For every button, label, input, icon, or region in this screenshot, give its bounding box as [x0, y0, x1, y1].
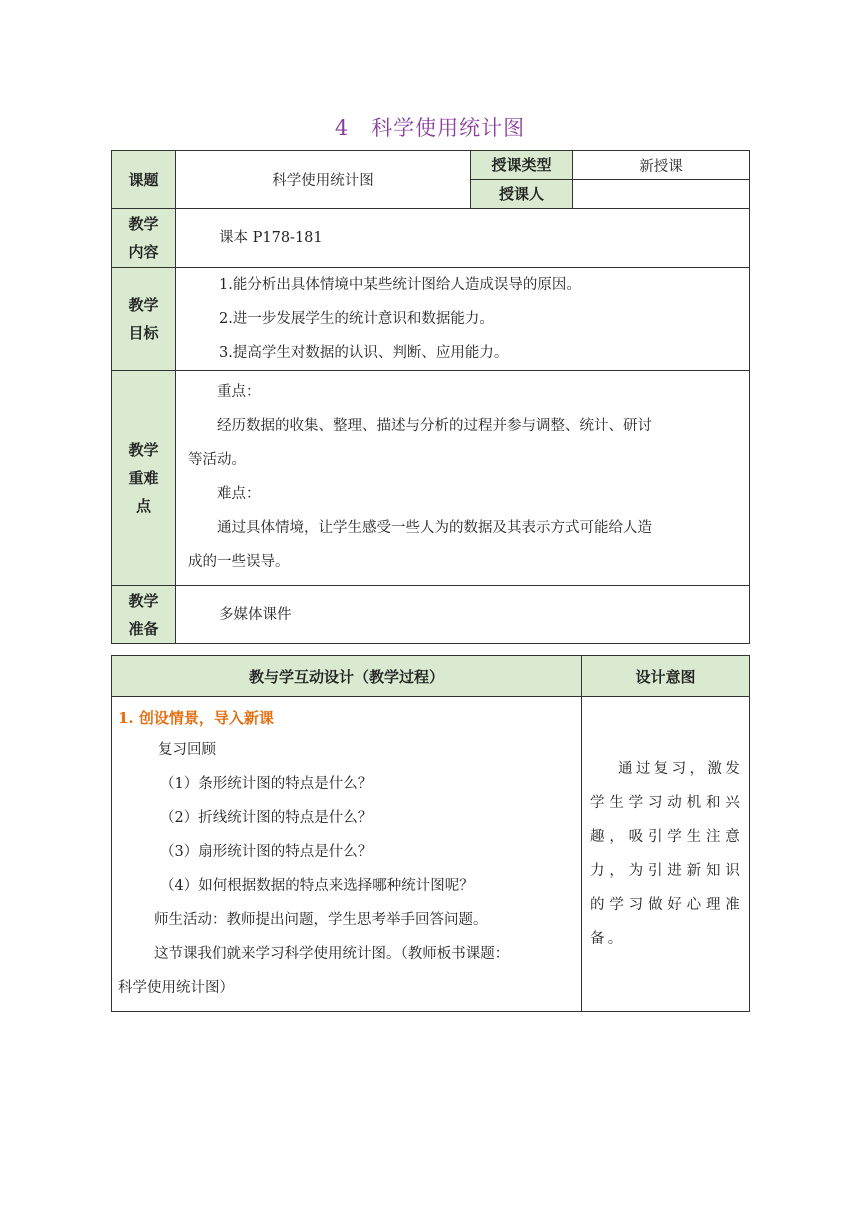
key-points-cell	[176, 371, 750, 586]
lesson-info-table	[111, 150, 750, 644]
title-text: 科学使用统计图	[371, 116, 526, 140]
section-title: 1. 创设情景，导入新课	[118, 709, 274, 727]
teacher-value	[573, 180, 750, 209]
key-points-label: 教学重难点	[112, 371, 176, 586]
goal-item: 2.进一步发展学生的统计意识和数据能力。	[219, 311, 494, 327]
lesson-type-value: 新授课	[573, 151, 750, 180]
title-number: 4	[334, 116, 350, 140]
process-column-header: 教与学互动设计（教学过程）	[112, 656, 582, 697]
goals-label: 教学目标	[112, 268, 176, 371]
lesson-type-label: 授课类型	[471, 151, 573, 180]
question-item: （2）折线统计图的特点是什么？	[160, 810, 373, 826]
activity-text: 师生活动：教师提出问题，学生思考举手回答问题。	[154, 912, 488, 928]
difficulty-text: 通过具体情境，让学生感受一些人为的数据及其表示方式可能给人造	[217, 520, 652, 536]
process-cell	[112, 697, 582, 1012]
intent-text: 通过复习，激发学生学习动机和兴趣，吸引学生注意力，为引进新知识的学习做好心理准备。	[590, 761, 743, 947]
prep-label: 教学准备	[112, 586, 176, 644]
goal-item: 1.能分析出具体情境中某些统计图给人造成误导的原因。	[219, 277, 581, 293]
key-heading: 重点：	[217, 384, 261, 400]
topic-label: 课题	[112, 151, 176, 209]
teacher-label: 授课人	[471, 180, 573, 209]
goal-item: 3.提高学生对数据的认识、判断、应用能力。	[219, 345, 509, 361]
question-item: （4）如何根据数据的特点来选择哪种统计图呢？	[160, 878, 474, 894]
key-text: 经历数据的收集、整理、描述与分析的过程并参与调整、统计、研讨	[217, 418, 652, 434]
prep-value: 多媒体课件	[219, 606, 292, 623]
content-cell	[176, 209, 750, 268]
intro-text: 这节课我们就来学习科学使用统计图。（教师板书课题：	[154, 946, 510, 962]
intent-column-header: 设计意图	[582, 656, 750, 697]
document-title	[0, 112, 860, 142]
goals-cell	[176, 268, 750, 371]
question-item: （1）条形统计图的特点是什么？	[160, 776, 373, 792]
topic-value: 科学使用统计图	[176, 151, 471, 209]
question-item: （3）扇形统计图的特点是什么？	[160, 844, 373, 860]
intro-text-cont: 科学使用统计图）	[118, 980, 234, 996]
prep-cell	[176, 586, 750, 644]
key-text-cont: 等活动。	[188, 452, 246, 468]
content-value: 课本 P178-181	[219, 230, 323, 246]
difficulty-heading: 难点：	[217, 486, 261, 502]
intent-cell	[582, 697, 750, 1012]
difficulty-text-cont: 成的一些误导。	[188, 554, 290, 570]
content-label: 教学内容	[112, 209, 176, 268]
review-heading: 复习回顾	[158, 742, 216, 758]
teaching-process-table	[111, 655, 750, 1012]
